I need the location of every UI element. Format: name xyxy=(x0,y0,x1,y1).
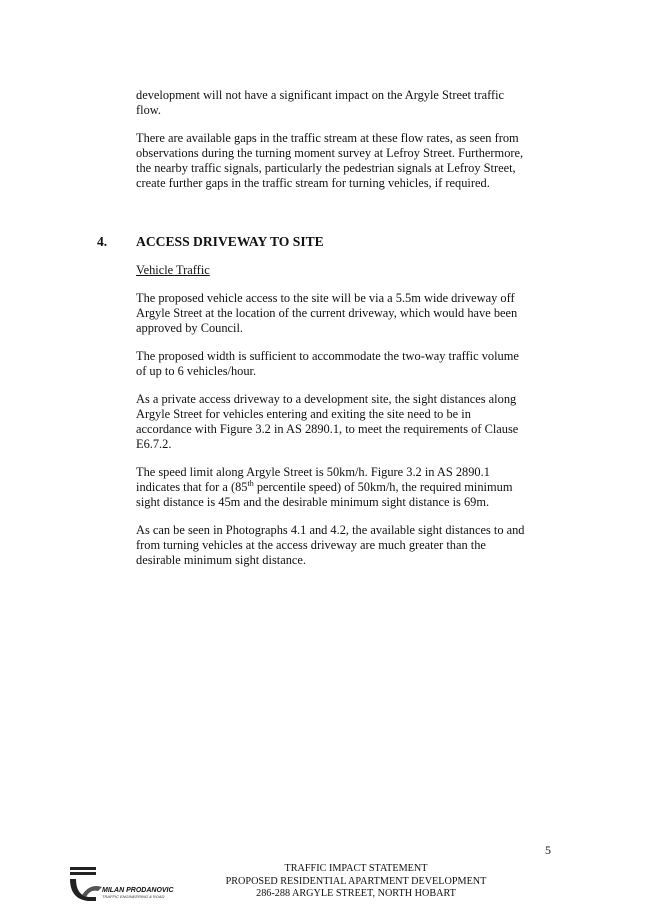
section-title: ACCESS DRIVEWAY TO SITE xyxy=(136,234,324,249)
paragraph-photographs: As can be seen in Photographs 4.1 and 4.2, the available sight distances to and from turning vehicles at the access driveway are much greater than the desirable minimum sight distance. xyxy=(136,523,525,567)
logo-swoosh-icon xyxy=(82,886,102,897)
ordinal-suffix: th xyxy=(247,478,254,488)
subheading-vehicle-traffic: Vehicle Traffic xyxy=(136,263,210,277)
speed-line-2-post: percentile speed) of 50km/h, the required minimum xyxy=(253,480,513,494)
logo-stripe-top xyxy=(70,867,96,870)
paragraph-vehicle-access: The proposed vehicle access to the site will be via a 5.5m wide driveway off Argyle Street at the location of the current driveway, which would have been approved by Council. xyxy=(136,291,518,335)
page-footer xyxy=(210,863,502,901)
footer-line-3: 286-288 ARGYLE STREET, NORTH HOBART xyxy=(256,888,456,899)
paragraph-speed-limit xyxy=(136,465,556,510)
page-number: 5 xyxy=(545,843,551,857)
speed-line-3: sight distance is 45m and the desirable minimum sight distance is 69m. xyxy=(136,495,490,509)
company-logo xyxy=(68,865,188,905)
speed-line-2-pre: indicates that for a (85 xyxy=(136,480,248,494)
speed-line-2 xyxy=(136,480,556,495)
paragraph-sight-distances: As a private access driveway to a development site, the sight distances along Argyle Street for vehicles entering and exiting the site need to be in accordance with Figure 3.2 in AS 2890.1, to meet the requirements of Clause E6.7.2. xyxy=(136,392,519,451)
paragraph-driveway-width: The proposed width is sufficient to accommodate the two-way traffic volume of up to 6 vehicles/hour. xyxy=(136,349,519,378)
logo-name: MILAN PRODANOVIC xyxy=(102,887,174,894)
speed-line-1: The speed limit along Argyle Street is 50km/h. Figure 3.2 in AS 2890.1 xyxy=(136,465,490,479)
logo-stripe-mid xyxy=(70,872,96,875)
logo-tagline: TRAFFIC ENGINEERING & ROAD xyxy=(102,894,165,899)
paragraph-intro: development will not have a significant impact on the Argyle Street traffic flow. xyxy=(136,88,505,117)
paragraph-traffic-gaps: There are available gaps in the traffic stream at these flow rates, as seen from observations during the turning moment survey at Lefroy Street. Furthermore, the nearby traffic signals, particularly the pedestrian signals at Lefroy Street, create further gaps in the traffic stream for turning vehicles, if required. xyxy=(136,131,524,190)
footer-line-2: PROPOSED RESIDENTIAL APARTMENT DEVELOPMENT xyxy=(225,875,487,887)
footer-line-1: TRAFFIC IMPACT STATEMENT xyxy=(284,863,428,874)
section-number: 4. xyxy=(97,234,108,249)
